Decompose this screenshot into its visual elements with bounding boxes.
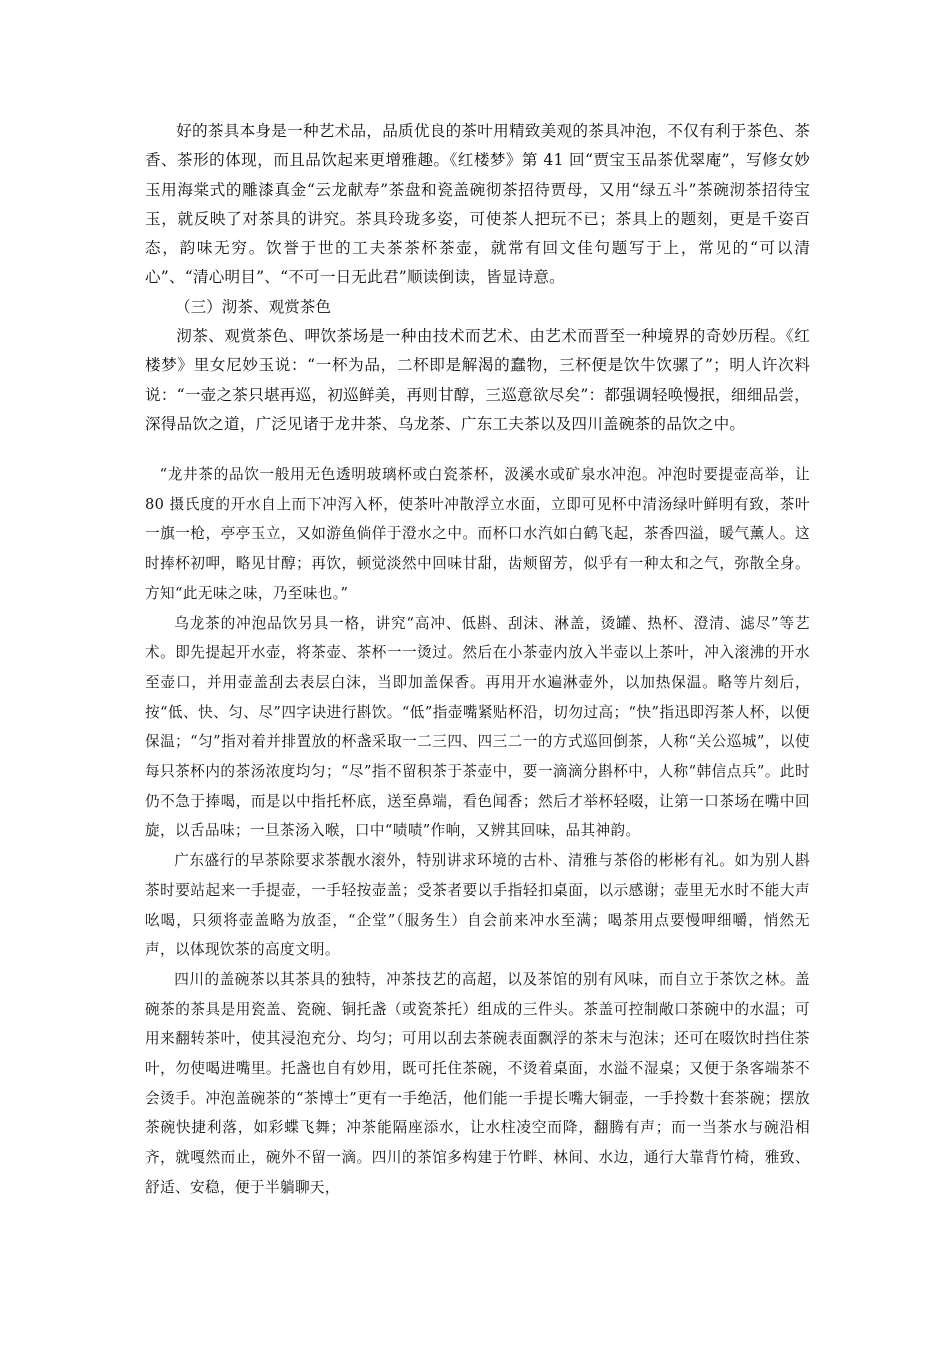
section-heading: （三）沏茶、观赏茶色 <box>175 297 331 316</box>
paragraph-oolong-tea: 乌龙茶的冲泡品饮另具一格，讲究“高冲、低斟、刮沫、淋盖，烫罐、热杯、澄清、滤尽”等艺术。即先提起开水壶，将茶壶、茶杯一一烫过。然后在小茶壶内放入半壶以上茶叶，冲入滚沸的开水至壶口，并用壶盖刮去表层白沫，当即加盖保香。再用开水遍淋壶外，以加热保温。略等片刻后，按“低、快、匀、尽”四字诀进行斟饮。“低”指壶嘴紧贴杯沿，切勿过高；“快”指迅即泻茶人杯，以便保温；“匀”指对着并排置放的杯盏采取一二三四、四三二一的方式巡回倒茶，人称“关公巡城”，以使每只茶杯内的茶汤浓度均匀；“尽”指不留积茶于茶壶中，要一滴滴分斟杯中，人称“韩信点兵”。此时仍不急于捧喝，而是以中指托杯底，送至鼻端，看色闻香；然后才举杯轻啜，让第一口茶场在嘴中回旋，以舌品味；一旦茶汤入喉，口中“啧啧”作响，又辨其回味，品其神韵。 <box>145 614 810 840</box>
paragraph-longjing-tea: “龙井茶的品饮一般用无色透明玻璃杯或白瓷茶杯，汲溪水或矿泉水冲泡。冲泡时要提壶高举，让 80 摄氏度的开水自上而下冲泻入杯，使茶叶冲散浮立水面，立即可见杯中清汤绿叶鲜明有致，茶叶一旗一枪，亭亭玉立，又如游鱼倘佯于澄水之中。而杯口水汽如白鹤飞起，茶香四溢，暖气薰人。这时捧杯初呷，略见甘醇；再饮，顿觉淡然中回味甘甜，齿颊留芳，似乎有一种太和之气，弥散全身。方知“此无味之味，乃至味也。” <box>145 466 810 602</box>
paragraph-brewing-intro: 沏茶、观赏茶色、呷饮茶场是一种由技术而艺术、由艺术而晋至一种境界的奇妙历程。《红楼梦》里女尼妙玉说：“一杯为品，二杯即是解渴的蠢物，三杯便是饮牛饮骡了”；明人许次料说：“一壶之茶只堪再巡，初巡鲜美，再则甘醇，三巡意欲尽矣”：都强调轻唤慢抿，细细品尝，深得品饮之道，广泛见诸于龙井茶、乌龙茶、广东工夫茶以及四川盖碗茶的品饮之中。 <box>145 327 810 433</box>
paragraph-tea-set-art: 好的茶具本身是一种艺术品，品质优良的茶叶用精致美观的茶具冲泡，不仅有利于茶色、茶香、茶形的体现，而且品饮起来更增雅趣。《红楼梦》第 41 回“贾宝玉品茶优翠庵”，写修女妙玉用海棠式的雕漆真金“云龙献寿”茶盘和瓷盖碗彻茶招待贾母，又用“绿五斗”茶碗沏茶招待宝玉，就反映了对茶具的讲究。茶具玲珑多姿，可使茶人把玩不已；茶具上的题刻，更是千姿百态，韵味无穷。饮誉于世的工夫茶茶杯茶壶，就常有回文佳句题写于上，常见的“可以清心”、“清心明目”、“不可一日无此君”顺读倒读，皆显诗意。 <box>145 122 810 287</box>
body-text-upper <box>145 117 810 439</box>
paragraph-guangdong-morning-tea: 广东盛行的早茶除要求茶靓水滚外，特别讲求环境的古朴、清雅与茶俗的彬彬有礼。如为别人斟茶时要站起来一手提壶，一手轻按壶盖；受茶者要以手指轻扣桌面，以示感谢；壶里无水时不能大声吆喝，只须将壶盖略为放歪，“企堂”（服务生）自会前来冲水至满；喝茶用点要慢呷细嚼，悄然无声，以体现饮茶的高度文明。 <box>145 852 810 959</box>
body-text-quoted <box>145 460 810 1203</box>
paragraph-sichuan-gaiwan-tea: 四川的盖碗茶以其茶具的独特，冲茶技艺的高超，以及茶馆的别有风味，而自立于茶饮之林。盖碗茶的茶具是用瓷盖、瓷碗、铜托盏（或瓷茶托）组成的三件头。茶盖可控制敞口茶碗中的水温；可用来翻转茶叶，使其浸泡充分、均匀；可用以刮去茶碗表面飘浮的茶末与泡沫；还可在啜饮时挡住茶叶，勿使喝进嘴里。托盏也自有妙用，既可托住茶碗，不烫着桌面，水溢不湿桌；又便于条客端茶不会烫手。冲泡盖碗茶的“茶博士”更有一手绝活，他们能一手提长嘴大铜壶，一手拎数十套茶碗；摆放茶碗快捷利落，如彩蝶飞舞；冲茶能隔座添水，让水柱凌空而降，翻腾有声；而一当茶水与碗沿相齐，就嘎然而止，碗外不留一滴。四川的茶馆多构建于竹畔、林间、水边，通行大靠背竹椅，雅致、舒适、安稳，便于半躺聊天， <box>145 970 810 1196</box>
